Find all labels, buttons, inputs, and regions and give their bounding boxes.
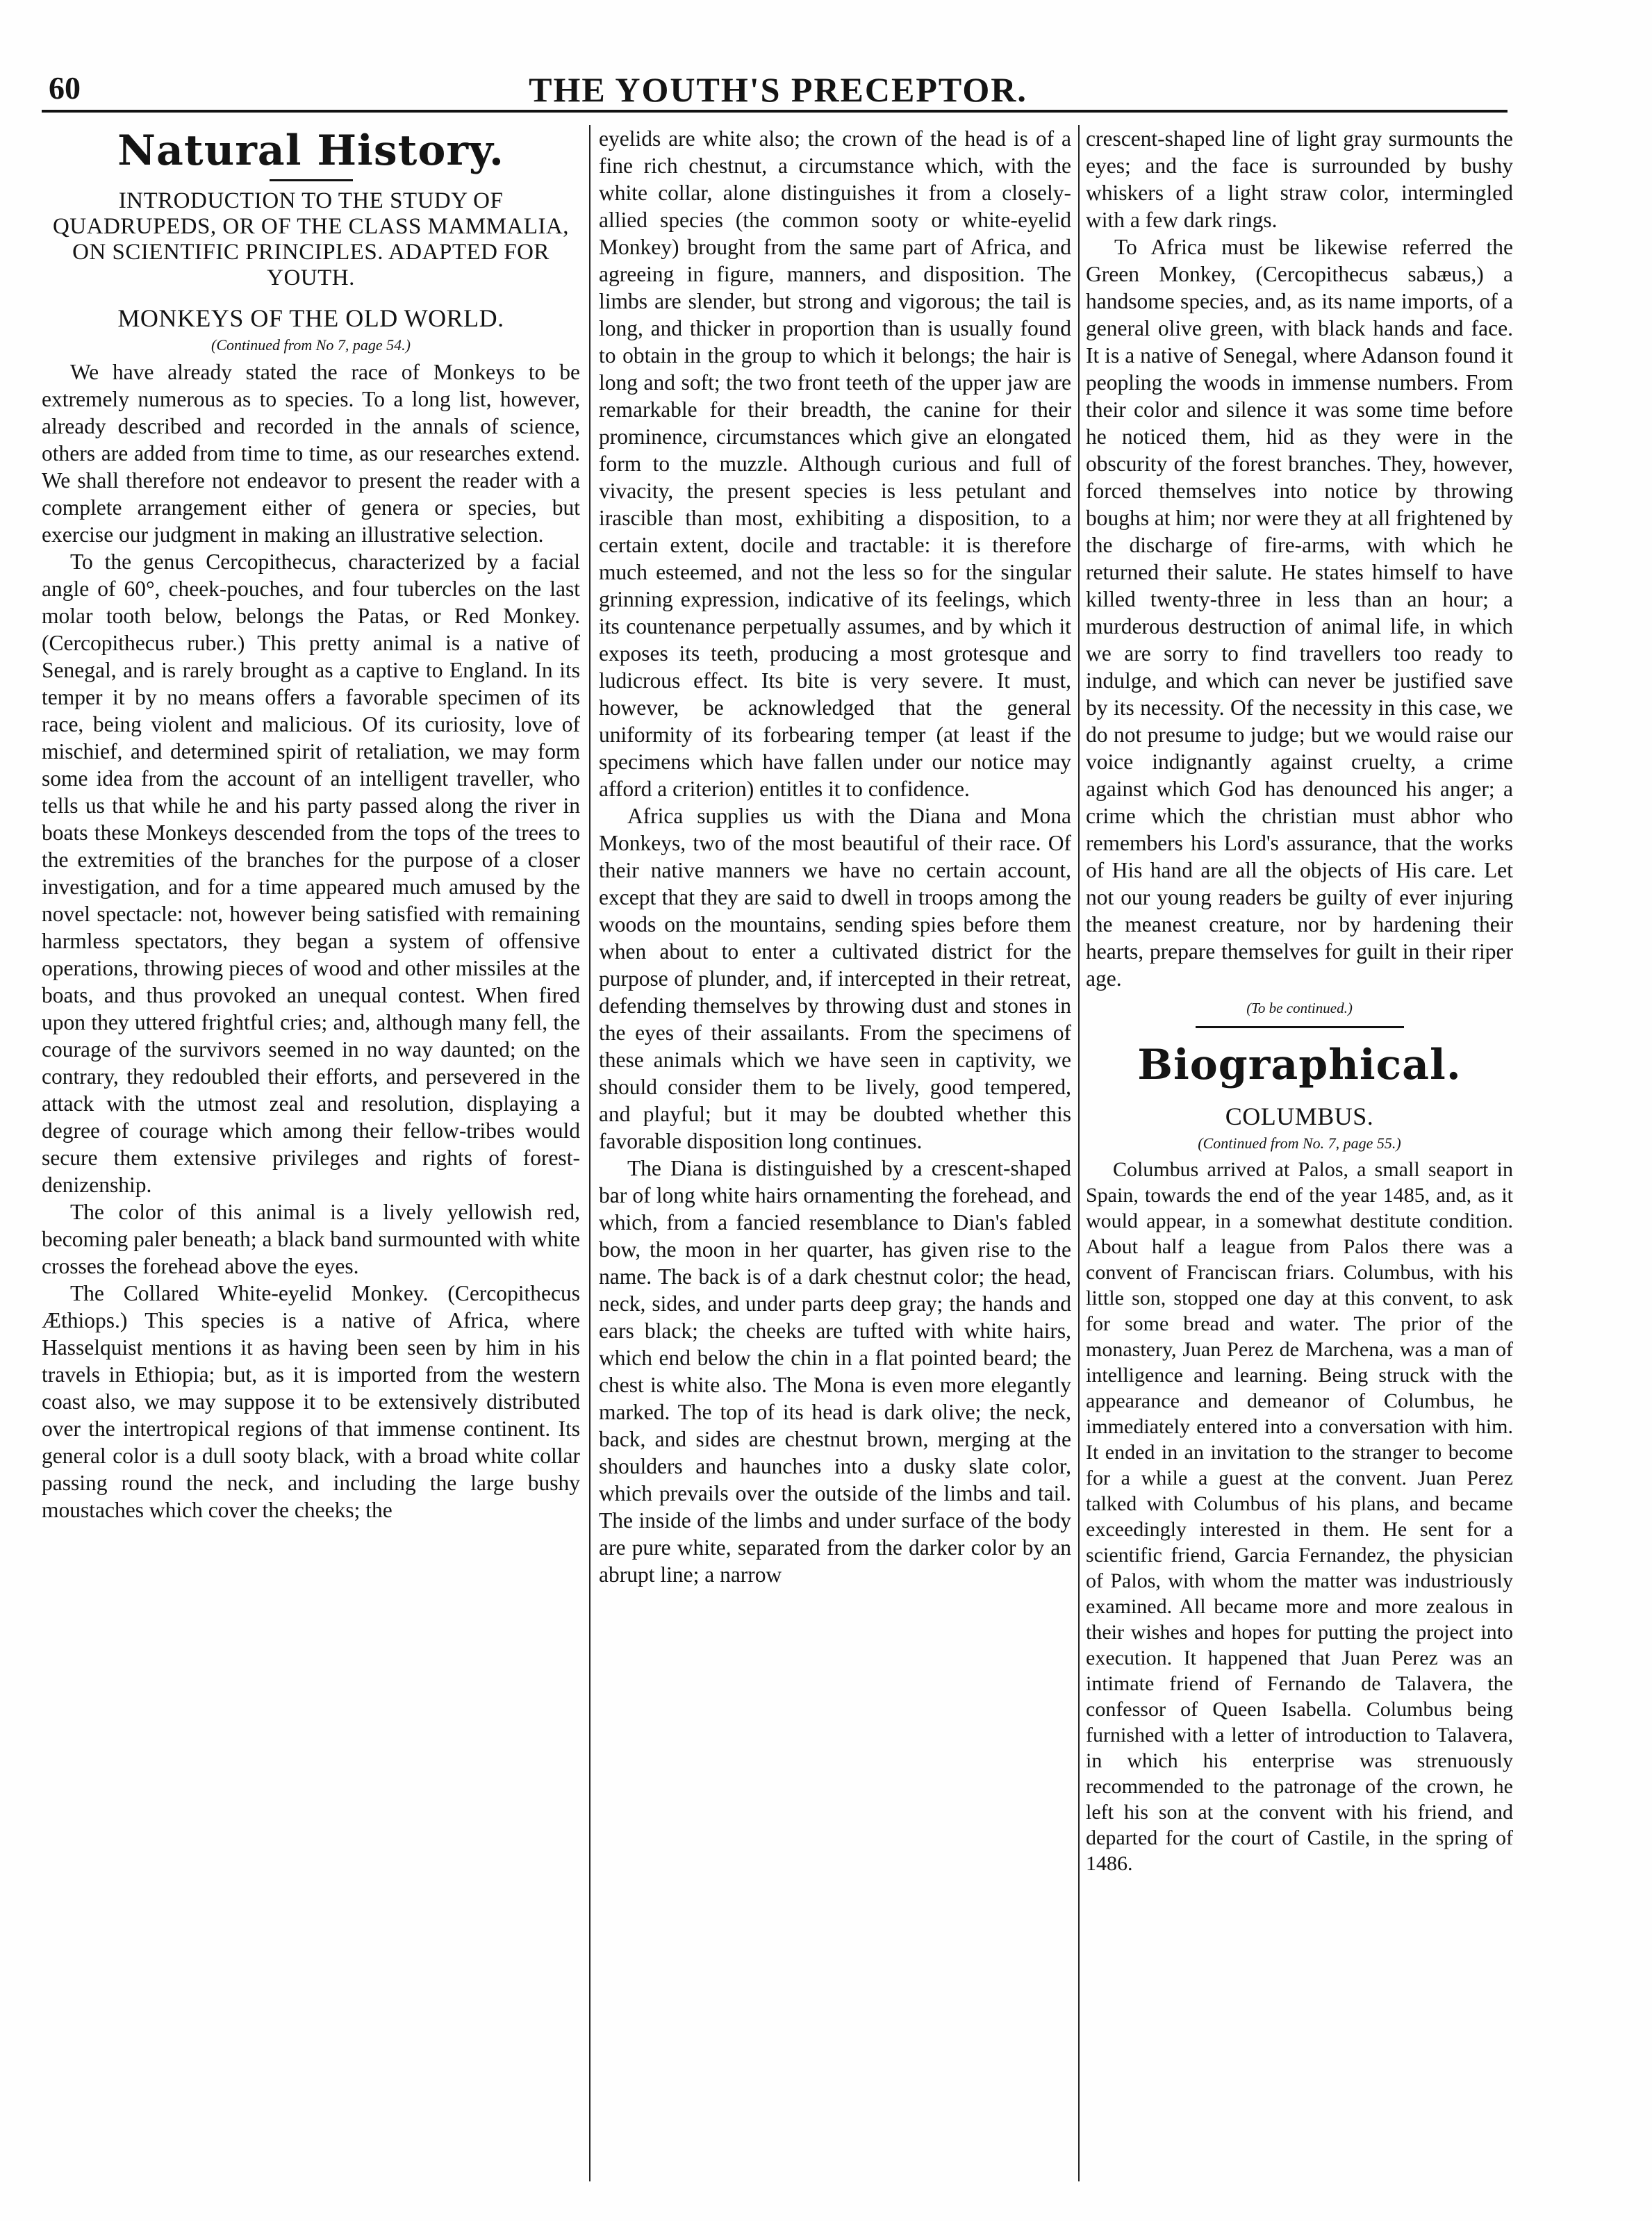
article-subhead: MONKEYS OF THE OLD WORLD. — [117, 304, 504, 332]
article-paragraph: The Diana is distinguished by a crescent-shaped bar of long white hairs ornamenting the forehead, and which, from a fancied resemblance to Dian's fabled bow, the moon in her quarter, has given rise to the name. The back is of a dark chestnut color; the head, neck, sides, and under parts deep gray; the hands and ears black; the cheeks are tufted with white hairs, which end below the chin in a flat pointed beard; the chest is white also. The Mona is even more elegantly marked. The top of its head is dark olive; the neck, back, and sides are chestnut brown, merging at the shoulders and haunches into a dusky slate color, which prevails over the outside of the limbs and tail. The inside of the limbs and under surface of the body are pure white, separated from the darker color by an abrupt line; a narrow — [599, 1156, 1071, 1587]
biography-paragraph: Columbus arrived at Palos, a small seaport in Spain, towards the end of the year 1485, and, as it would appear, in a somewhat destitute condition. About half a league from Palos there was a convent of Franciscan friars. Columbus, with his little son, stopped one day at this convent, to ask for some bread and water. The prior of the monastery, Juan Perez de Marchena, was a man of intelligence and learning. Being struck with the appearance and demeanor of Columbus, he immediately entered into a conversation with him. It ended in an invitation to the stranger to become for a while a guest at the convent. Juan Perez talked with Columbus of his plans, and became exceedingly interested in them. He sent for a scientific friend, Garcia Fernandez, the physician of Palos, with whom the matter was industriously examined. All became more and more zealous in their wishes and hopes for putting the project into execution. It happened that Juan Perez was an intimate friend of Fernando de Talavera, the confessor of Queen Isabella. Columbus being furnished with a letter of introduction to Talavera, in which his enterprise was strenuously recommended to the patronage of the crown, he left his son at the convent with his friend, and departed for the court of Castile, in the spring of 1486. — [1086, 1158, 1513, 1875]
column-1 — [42, 125, 580, 2181]
column-divider — [1078, 125, 1080, 2181]
column-3 — [1086, 125, 1513, 2181]
article-paragraph: crescent-shaped line of light gray surmounts the eyes; and the face is surrounded by bushy whiskers of a light straw color, intermingled with a few dark rings. — [1086, 126, 1513, 232]
article-paragraph: To Africa must be likewise referred the Green Monkey, (Cercopithecus sabæus,) a handsome species, and, as its name imports, of a general olive green, with black hands and face. It is a native of Senegal, where Adanson found it peopling the woods in immense numbers. From their color and silence it was some time before he noticed them, hid as they were in the obscurity of the forest branches. They, however, forced themselves into notice by throwing boughs at him; nor were they at all frightened by the discharge of fire-arms, with which he returned their salute. He states himself to have killed twenty-three in less than an hour; a murderous destruction of animal life, in which we are sorry to find travellers too ready to indulge, and which can never be justified save by its necessity. Of the necessity in this case, we do not presume to judge; but we would raise our voice indignantly against cruelty, a crime against which God has denounced his anger; a crime which the christian must abhor who remembers his Lord's assurance, that the works of His hand are all the objects of His care. Let not our young readers be guilty of ever injuring the meanest creature, nor by hardening their hearts, prepare themselves for guilt in their riper age. — [1086, 235, 1513, 991]
title-rule — [270, 179, 353, 181]
running-head: THE YOUTH'S PRECEPTOR. — [529, 70, 1027, 109]
continued-note: (Continued from No. 7, page 55.) — [1198, 1134, 1401, 1152]
section-divider-rule — [1196, 1026, 1404, 1028]
article-paragraph: Africa supplies us with the Diana and Mona Monkeys, two of the most beautiful of their race. Of their native manners we have no certain account, except that they are said to dwell in troops among the woods on the mountains, sending spies before them when about to enter a cultivated district for the purpose of plunder, and, if intercepted in their retreat, defending themselves by throwing dust and stones in the eyes of their assailants. From the specimens of these animals which we have seen in captivity, we should consider them to be lively, good tempered, and playful; but it may be doubted whether this favorable disposition long continues. — [599, 804, 1071, 1153]
section-title-natural-history: Natural History. — [117, 126, 504, 175]
continued-note: (Continued from No 7, page 54.) — [211, 336, 411, 354]
article-title: INTRODUCTION TO THE STUDY OF QUADRUPEDS, OR OF THE CLASS MAMMALIA, ON SCIENTIFIC PRINCIPLES. ADAPTED FOR YOUTH. — [52, 188, 570, 290]
column-divider — [589, 125, 590, 2181]
article-paragraph: The Collared White-eyelid Monkey. (Cercopithecus Æthiops.) This species is a native of Africa, where Hasselquist mentions it as having been seen by him in his travels in Ethiopia; but, as it is imported from the western coast also, we may suppose it to be extensively distributed over the intertropical regions of that immense continent. Its general color is a dull sooty black, with a broad white collar passing round the neck, and including the large bushy moustaches which cover the cheeks; the — [42, 1281, 580, 1522]
article-paragraph: The color of this animal is a lively yellowish red, becoming paler beneath; a black band surmounted with white crosses the forehead above the eyes. — [42, 1200, 580, 1278]
header-rule — [42, 110, 1508, 113]
column-2 — [599, 125, 1071, 2181]
page-number: 60 — [49, 70, 81, 106]
article-paragraph: To the genus Cercopithecus, characterized by a facial angle of 60°, cheek-pouches, and four tubercles on the last molar tooth below, belongs the Patas, or Red Monkey. (Cercopithecus ruber.) This pretty animal is a native of Senegal, and is rarely brought as a captive to England. In its temper it by no means offers a favorable specimen of its race, being violent and malicious. Of its curiosity, love of mischief, and determined spirit of retaliation, we may form some idea from the account of an intelligent traveller, who tells us that while he and his party passed along the river in boats these Monkeys descended from the tops of the trees to the extremities of the branches for the purpose of a closer investigation, and for a time appeared much amused by the novel spectacle: not, however being satisfied with remaining harmless spectators, they began a system of offensive operations, throwing pieces of wood and other missiles at the boats, and thus provoked an unequal contest. When fired upon they uttered frightful cries; and, although many fell, the courage of the survivors seemed in no way daunted; on the contrary, they redoubled their efforts, and persevered in the attack with the utmost zeal and resolution, displaying a degree of courage which among their fellow-tribes would secure them extensive privileges and rights of forest-denizenship. — [42, 550, 580, 1197]
article-paragraph: We have already stated the race of Monkeys to be extremely numerous as to species. To a long list, however, already described and recorded in the annals of science, others are added from time to time, as our researches extend. We shall therefore not endeavor to present the reader with a complete arrangement either of genera or species, but exercise our judgment in making an illustrative selection. — [42, 360, 580, 547]
section-title-biographical: Biographical. — [1137, 1041, 1462, 1089]
biography-subhead: COLUMBUS. — [1225, 1103, 1374, 1130]
to-be-continued-note: (To be continued.) — [1246, 1000, 1353, 1016]
article-paragraph: eyelids are white also; the crown of the head is of a fine rich chestnut, a circumstance which, with the white collar, alone distinguishes it from a closely-allied species (the common sooty or white-eyelid Monkey) brought from the same part of Africa, and agreeing in figure, manners, and disposition. The limbs are slender, but strong and vigorous; the tail is long, and thicker in proportion than is usually found to obtain in the group to which it belongs; the hair is long and soft; the two front teeth of the upper jaw are remarkable for their breadth, the canine for their prominence, circumstances which give an elongated form to the muzzle. Although curious and full of vivacity, the present species is less petulant and irascible than most, exhibiting a disposition, to a certain extent, docile and tractable: it is therefore much esteemed, and not the less so for the singular grinning expression, indicative of its feelings, which its countenance perpetually assumes, and by which it exposes its teeth, producing a most grotesque and ludicrous effect. Its bite is very severe. It must, however, be acknowledged that the general uniformity of its forbearing temper (at least if the specimens which have fallen under our notice may afford a criterion) entitles it to confidence. — [599, 126, 1071, 801]
page-header — [49, 69, 1508, 111]
